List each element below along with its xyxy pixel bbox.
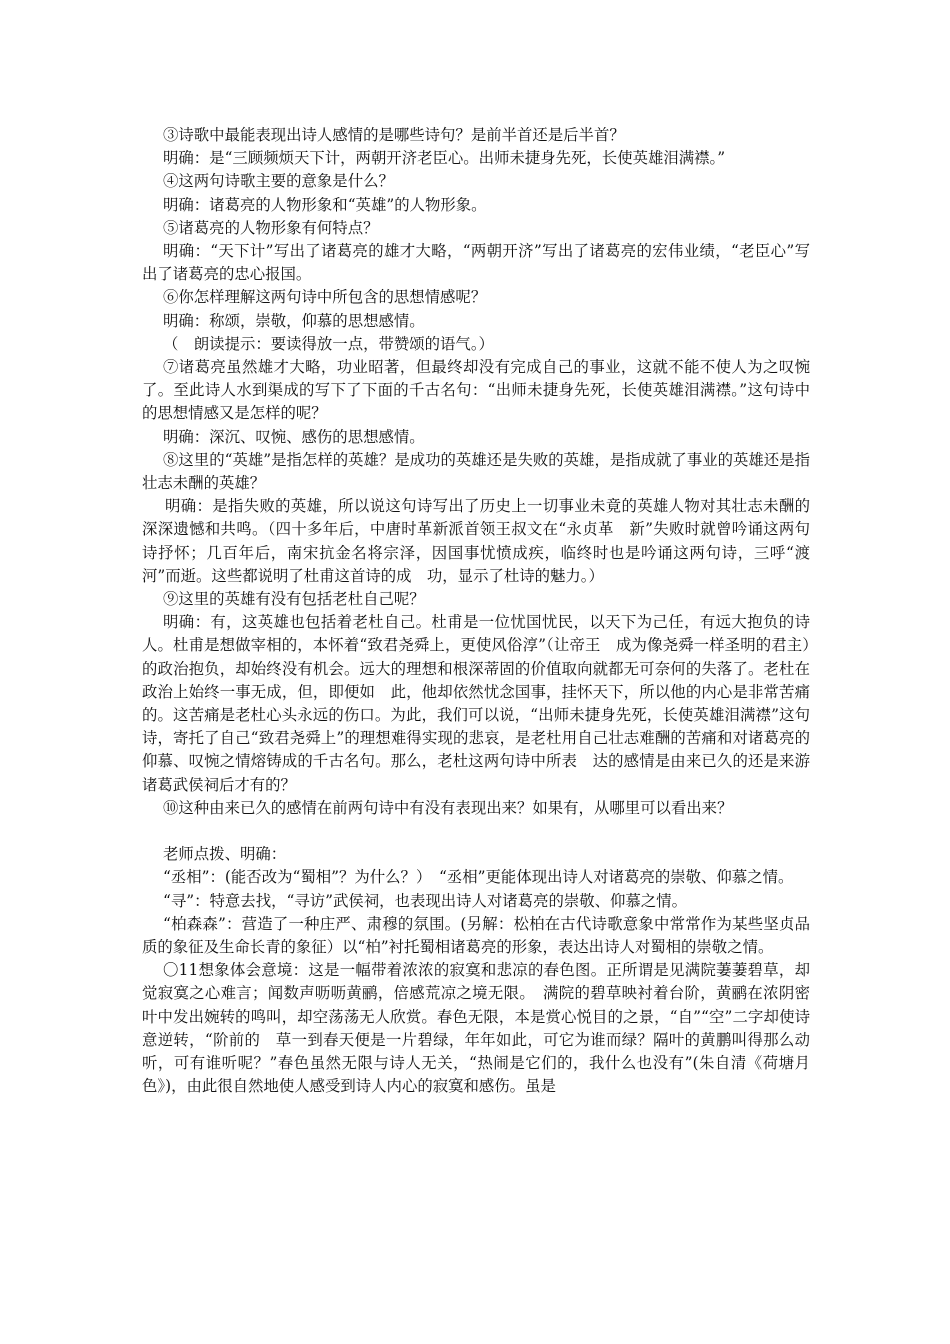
answer-3: 明确：是“三顾频烦天下计，两朝开济老臣心。出师未捷身先死，长使英雄泪满襟。” xyxy=(163,149,726,168)
question-9: ⑨这里的英雄有没有包括老杜自己呢？ xyxy=(163,590,425,609)
question-11: 〇11想象体会意境：这是一幅带着浓浓的寂寞和悲凉的春色图。正所谓是见满院萋萋碧草，却觉寂寞之心难言；闻数声呖呖黄鹂，倍感荒凉之境无限。 满院的碧草映衬着台阶，黄鹂在浓阴密叶中发出婉转的鸣叫，却空荡荡无人欣赏。春色无限，本是赏心悦目的之景，“自”“空”二字却使诗意逆转，“阶前的 草一到春天便是一片碧绿，年年如此，可它为谁而绿？隔叶的黄鹏叫得那么动听，可有谁听呢？”春色虽然无限与诗人无关，“热闹是它们的，我什么也没有”(朱自清《荷塘月色》)，由此很自然地使人感受到诗人内心的寂寞和感伤。虽是 xyxy=(142,961,810,1096)
question-6: ⑥你怎样理解这两句诗中所包含的思想情感呢？ xyxy=(163,288,487,307)
reading-tip: （ 朗读提示：要读得放一点，带赞颂的语气。） xyxy=(163,334,494,353)
question-10: ⑩这种由来已久的感情在前两句诗中有没有表现出来？如果有，从哪里可以看出来？ xyxy=(163,798,733,817)
answer-8: 明确：是指失败的英雄，所以说这句诗写出了历史上一切事业未竟的英雄人物对其壮志未酬的深深遗憾和共鸣。（四十多年后，中唐时革新派首领王叔文在“永贞革 新”失败时就曾吟诵这两句诗抒怀；几百年后，南宋抗金名将宗泽，因国事忧愤成疾，临终时也是吟诵这两句诗，三呼“渡河”而逝。这些都说明了杜甫这首诗的成 功，显示了杜诗的魅力。） xyxy=(142,497,810,585)
answer-4: 明确：诸葛亮的人物形象和“英雄”的人物形象。 xyxy=(163,195,487,214)
answer-6: 明确：称颂，崇敬，仰慕的思想感情。 xyxy=(163,311,425,330)
question-4: ④这两句诗歌主要的意象是什么？ xyxy=(163,172,394,191)
question-5: ⑤诸葛亮的人物形象有何特点？ xyxy=(163,218,379,237)
question-3: ③诗歌中最能表现出诗人感情的是哪些诗句？是前半首还是后半首？ xyxy=(163,126,625,144)
note-baisensen: “柏森森”：营造了一种庄严、肃穆的氛围。(另解：松柏在古代诗歌意象中常常作为某些坚贞品质的象征及生命长青的象征）以“柏”衬托蜀相诸葛亮的形象，表达出诗人对蜀相的崇敬之情。 xyxy=(142,914,810,956)
teacher-guidance-heading: 老师点拨、明确： xyxy=(163,845,287,864)
question-8: ⑧这里的“英雄”是指怎样的英雄？是成功的英雄还是失败的英雄，是指成就了事业的英雄还是指壮志未酬的英雄？ xyxy=(142,450,810,493)
question-7: ⑦诸葛亮虽然雄才大略，功业昭著，但最终却没有完成自己的事业，这就不能不使人为之叹惋了。至此诗人水到渠成的写下了下面的千古名句：“出师未捷身先死，长使英雄泪满襟。”这句诗中的思想情感又是怎样的呢？ xyxy=(142,358,810,423)
note-xun: “寻”：特意去找，“寻访”武侯祠，也表现出诗人对诸葛亮的崇敬、仰慕之情。 xyxy=(163,891,687,910)
answer-9: 明确：有，这英雄也包括着老杜自己。杜甫是一位忧国忧民，以天下为己任，有远大抱负的诗人。杜甫是想做宰相的，本怀着“致君尧舜上，更使风俗淳”（让帝王 成为像尧舜一样圣明的君主）的政治抱负，却始终没有机会。远大的理想和根深蒂固的价值取向就都无可奈何的失落了。老杜在政治上始终一事无成，但，即便如 此，他却依然忧念国事，挂怀天下，所以他的内心是非常苦痛的。这苦痛是老杜心头永远的伤口。为此，我们可以说，“出师未捷身先死，长使英雄泪满襟”这句 诗，寄托了自己“致君尧舜上”的理想难得实现的悲哀，是老杜用自己壮志难酬的苦痛和对诸葛亮的仰慕、叹惋之情熔铸成的千古名句。那么，老杜这两句诗中所表 达的感情是由来已久的还是来游诸葛武侯祠后才有的？ xyxy=(142,613,826,794)
answer-7: 明确：深沉、叹惋、感伤的思想感情。 xyxy=(163,427,425,446)
answer-5: 明确：“天下计”写出了诸葛亮的雄才大略，“两朝开济”写出了诸葛亮的宏伟业绩，“老臣心”写出了诸葛亮的忠心报国。 xyxy=(142,242,810,284)
note-chengxiang: “丞相”：(能否改为“蜀相”？为什么？） “丞相”更能体现出诗人对诸葛亮的崇敬、仰慕之情。 xyxy=(163,868,794,887)
blank-line xyxy=(142,820,810,843)
